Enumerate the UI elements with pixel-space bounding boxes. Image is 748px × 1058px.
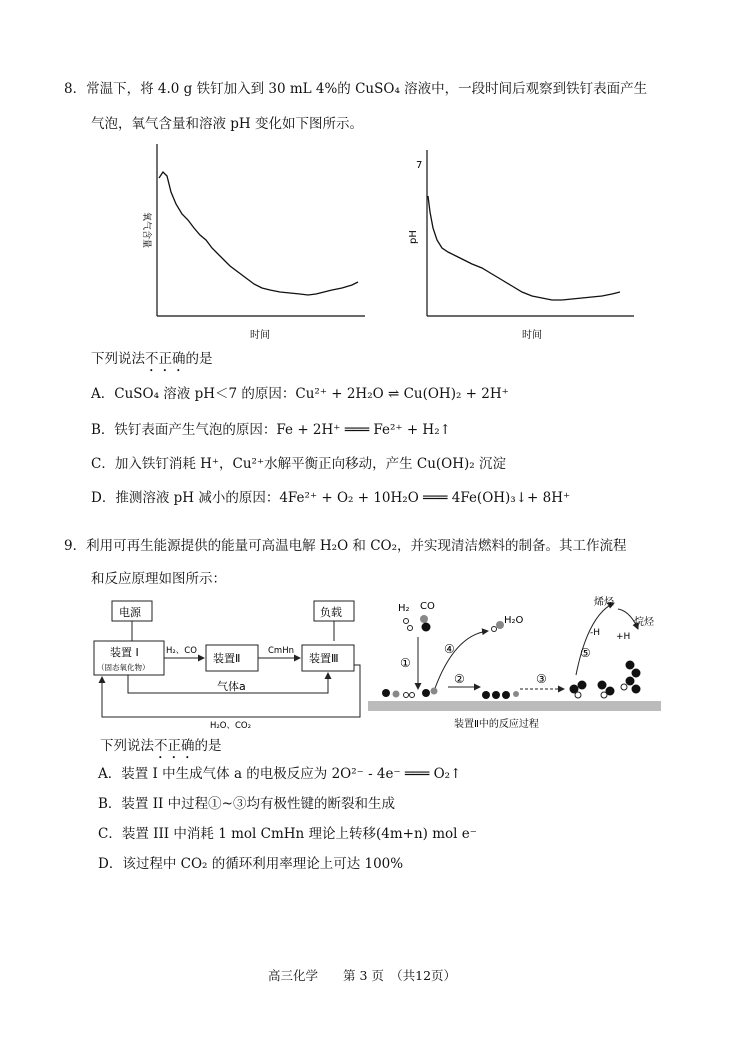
step4-label: ④ (444, 642, 455, 656)
step5-label: ⑤ (580, 646, 591, 660)
minus-h-label: -H (590, 628, 601, 638)
co-label: CO (420, 601, 435, 612)
oxygen-curve (159, 172, 358, 295)
h2-label: H₂ (398, 603, 410, 614)
oxygen-content-chart (130, 140, 370, 340)
q9-option-c: C．装置 III 中消耗 1 mol CmHn 理论上转移(4m+n) mol e⁻ (98, 826, 477, 842)
q8-option-a: A．CuSO₄ 溶液 pH＜7 的原因：Cu²⁺ + 2H₂O ⇌ Cu(OH)₂ + 2H⁺ (91, 386, 509, 402)
power-label: 电源 (119, 606, 141, 619)
hydrocarbon-clusters (570, 661, 641, 699)
step5-arrow (576, 603, 614, 675)
flow-diagram (92, 595, 364, 730)
device1-sub: （固态氧化物） (97, 663, 150, 672)
q9-stem-line2: 和反应原理如图所示： (91, 571, 226, 587)
reaction-process-diagram (368, 595, 663, 735)
olefin-label: 烯烃 (594, 597, 614, 608)
q8-option-d: D．推测溶液 pH 减小的原因：4Fe²⁺ + O₂ + 10H₂O ═══ 4Fe(OH)₃↓+ 8H⁺ (91, 490, 571, 506)
page-footer: 高三化学 第 3 页 （共12页） (268, 968, 457, 983)
q8-stem-line1: 8．常温下，将 4.0 g 铁钉加入到 30 mL 4%的 CuSO₄ 溶液中，一段时间后观察到铁钉表面产生 (64, 81, 648, 97)
ph-ylabel: pH (408, 230, 419, 244)
plus-h-label: +H (616, 632, 631, 642)
q8-option-b: B．铁钉表面产生气泡的原因：Fe + 2H⁺ ═══ Fe²⁺ + H₂↑ (91, 422, 451, 438)
step1-label: ① (400, 656, 411, 670)
device2-label: 装置Ⅱ (213, 652, 241, 665)
q8-stem-line2: 气泡，氧气含量和溶液 pH 变化如下图所示。 (91, 116, 363, 132)
step3-label: ③ (536, 672, 547, 686)
device3-label: 装置Ⅲ (309, 652, 339, 665)
adsorbed-species (382, 688, 519, 700)
recycle-label: H₂O、CO₂ (210, 721, 252, 730)
load-label: 负载 (320, 606, 342, 619)
q8-prompt: 下列说法不正确的是 (91, 351, 213, 367)
ph-xlabel: 时间 (522, 330, 542, 340)
q9-stem-line1: 9．利用可再生能源提供的能量可高温电解 H₂O 和 CO₂，并实现清洁燃料的制备。其工作流程 (64, 538, 627, 554)
q9-option-b: B．装置 II 中过程①~③均有极性键的断裂和生成 (98, 796, 395, 812)
arrow23-label: CmHn (268, 646, 294, 656)
ph-chart (402, 140, 642, 340)
ph-curve (428, 196, 620, 300)
h2o-label: H₂O (504, 615, 524, 626)
catalyst-surface (368, 701, 661, 711)
arrow12-label: H₂、CO (166, 646, 197, 656)
device1-label: 装置 I (110, 646, 139, 659)
step2-label: ② (454, 672, 465, 686)
alkane-label: 烷烃 (634, 617, 654, 628)
oxygen-xlabel: 时间 (250, 330, 270, 340)
reaction-caption: 装置Ⅱ中的反应过程 (454, 719, 539, 730)
gas-a-label: 气体a (217, 680, 246, 693)
q9-prompt: 下列说法不正确的是 (100, 738, 222, 754)
oxygen-ylabel: 氧气含量 (141, 212, 151, 249)
q8-option-c: C．加入铁钉消耗 H⁺，Cu²⁺水解平衡正向移动，产生 Cu(OH)₂ 沉淀 (91, 456, 506, 472)
ph-ytick-7: 7 (416, 160, 423, 171)
q9-option-a: A．装置 I 中生成气体 a 的电极反应为 2O²⁻ - 4e⁻ ═══ O₂↑ (98, 766, 462, 782)
q9-option-d: D．该过程中 CO₂ 的循环利用率理论上可达 100% (98, 856, 404, 872)
